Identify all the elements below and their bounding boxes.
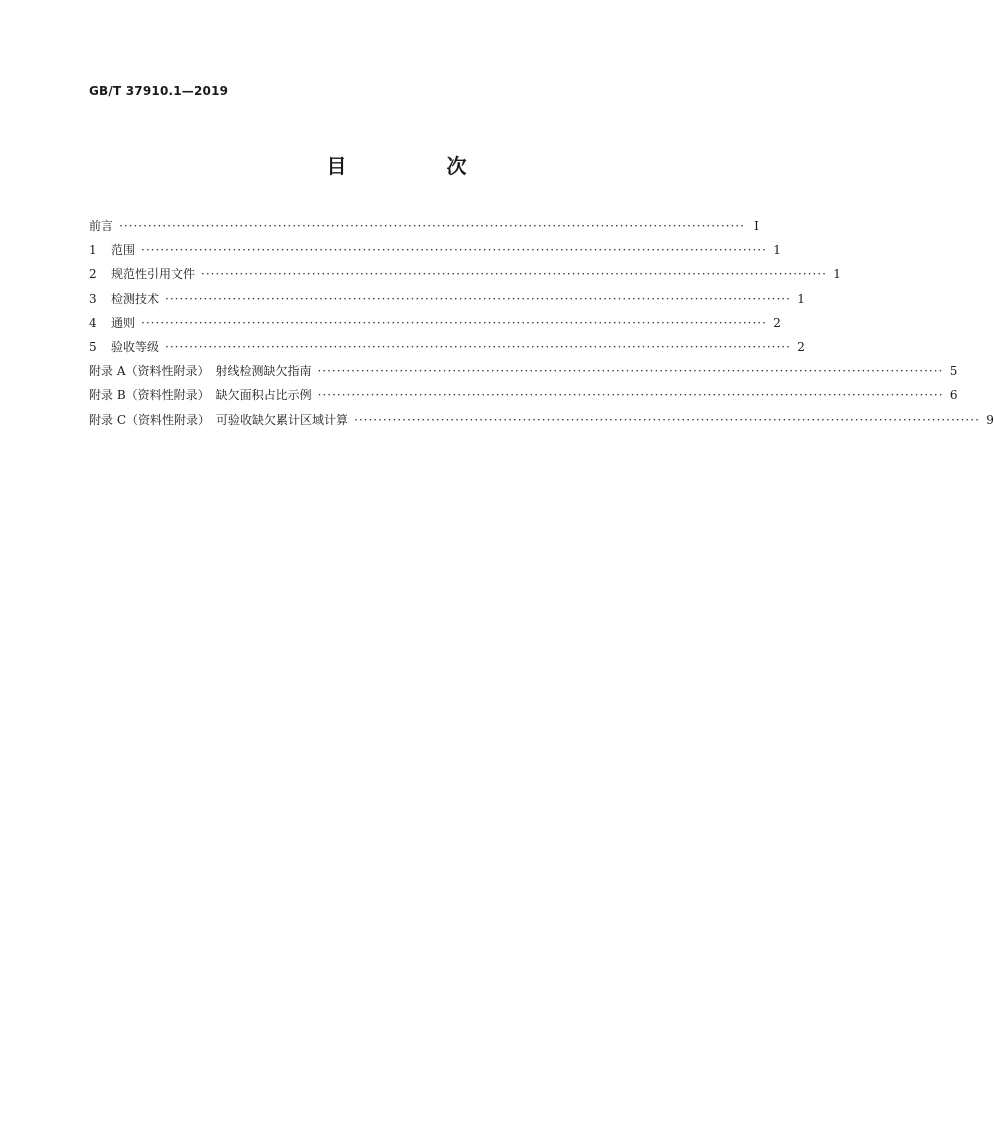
toc-entry-label: 验收等级 (111, 339, 160, 354)
toc-page-number: 1 (833, 267, 841, 282)
toc-page-number: Ⅰ (754, 219, 759, 233)
toc-dot-leader: ·································································································································· (141, 315, 767, 330)
toc-entry-testing-technique[interactable] (89, 290, 805, 314)
toc-entry-number: 1 (89, 243, 97, 258)
toc-dot-leader: ·································································································································· (119, 219, 745, 233)
toc-entry-label: 附录 C（资料性附录） 可验收缺欠累计区域计算 (89, 412, 348, 427)
toc-entry-label: 附录 B（资料性附录） 缺欠面积占比示例 (89, 388, 312, 403)
toc-entry-foreword[interactable] (89, 217, 759, 241)
toc-entry-scope[interactable] (89, 241, 781, 265)
toc-entry-annex-c[interactable] (89, 411, 994, 435)
toc-page-number: 9 (986, 412, 994, 427)
toc-entry-normative-references[interactable] (89, 265, 841, 289)
toc-entry-label: 前言 (89, 219, 114, 233)
toc-entry-annex-a[interactable] (89, 362, 958, 386)
toc-entry-label: 通则 (111, 315, 136, 330)
table-of-contents (89, 217, 994, 435)
toc-entry-number: 5 (89, 339, 97, 354)
toc-dot-leader: ·································································································································· (317, 364, 944, 379)
toc-page-number: 6 (949, 388, 958, 403)
toc-dot-leader: ·································································································································· (165, 291, 791, 306)
toc-dot-leader: ·································································································································· (201, 267, 827, 282)
toc-entry-label: 规范性引用文件 (111, 267, 196, 282)
toc-entry-annex-b[interactable] (89, 386, 958, 410)
standard-code: GB/T 37910.1—2019 (89, 84, 229, 98)
toc-entry-general[interactable] (89, 314, 781, 338)
toc-entry-number: 4 (89, 315, 97, 330)
toc-page-number: 2 (797, 339, 805, 354)
toc-entry-label: 检测技术 (111, 291, 160, 306)
toc-entry-acceptance-levels[interactable] (89, 338, 805, 362)
toc-page-number: 1 (773, 243, 781, 258)
toc-page-number: 2 (773, 315, 781, 330)
toc-page-number: 5 (949, 364, 958, 379)
toc-page-number: 1 (797, 291, 805, 306)
toc-entry-label: 附录 A（资料性附录） 射线检测缺欠指南 (89, 364, 312, 379)
toc-dot-leader: ·································································································································· (165, 339, 791, 354)
toc-entry-number: 2 (89, 267, 97, 282)
toc-entry-label: 范围 (111, 243, 136, 258)
toc-dot-leader: ·································································································································· (317, 388, 944, 403)
toc-entry-number: 3 (89, 291, 97, 306)
toc-dot-leader: ·································································································································· (141, 243, 767, 258)
toc-dot-leader: ·································································································································· (354, 412, 980, 427)
page-title: 目 次 (326, 154, 507, 178)
